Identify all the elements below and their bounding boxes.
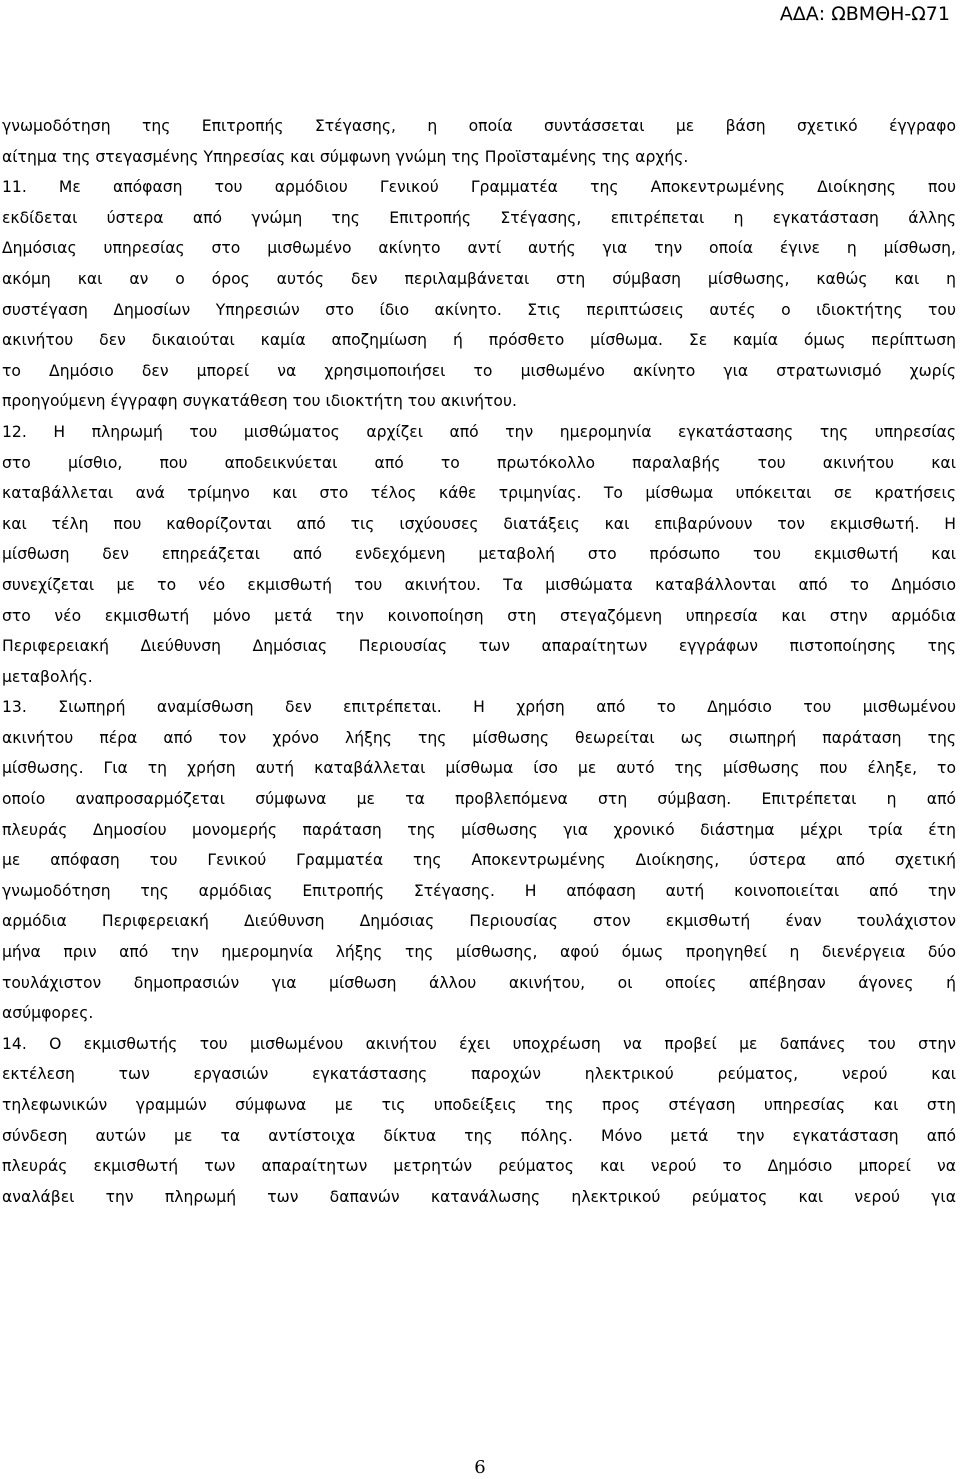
text-line: Δημόσιας υπηρεσίας στο μισθωμένο ακίνητο αντί αυτής για την οποία έγινε η μίσθωση, (2, 239, 956, 258)
text-line: 11. Με απόφαση του αρμόδιου Γενικού Γραμματέα της Αποκεντρωμένης Διοίκησης που (2, 178, 956, 197)
text-line: τουλάχιστον δημοπρασιών για μίσθωση άλλου ακινήτου, οι οποίες απέβησαν άγονες ή (2, 973, 956, 992)
text-line: σύνδεση αυτών με τα αντίστοιχα δίκτυα της πόλης. Μόνο μετά την εγκατάσταση από (2, 1126, 956, 1145)
text-line: 14. Ο εκμισθωτής του μισθωμένου ακινήτου έχει υποχρέωση να προβεί με δαπάνες του στην (2, 1034, 956, 1053)
text-line: πλευράς εκμισθωτή των απαραίτητων μετρητών ρεύματος και νερού το Δημόσιο μπορεί να (2, 1157, 956, 1176)
text-line: τηλεφωνικών γραμμών σύμφωνα με τις υποδείξεις της προς στέγαση υπηρεσίας και στη (2, 1096, 956, 1114)
text-line: με απόφαση του Γενικού Γραμματέα της Αποκεντρωμένης Διοίκησης, ύστερα από σχετική (2, 851, 956, 870)
ada-code-header: ΑΔΑ: ΩΒΜΘΗ-Ω71 (779, 3, 950, 25)
text-line: εκδίδεται ύστερα από γνώμη της Επιτροπής Στέγασης, επιτρέπεται η εγκατάσταση άλλης (2, 208, 956, 227)
text-line: συνεχίζεται με το νέο εκμισθωτή του ακινήτου. Τα μισθώματα καταβάλλονται από το Δημόσιο (2, 575, 956, 594)
document-body (2, 111, 956, 1212)
text-line: ακινήτου πέρα από τον χρόνο λήξης της μίσθωσης θεωρείται ως σιωπηρή παράταση της (2, 728, 956, 747)
text-line: μεταβολής. (2, 667, 93, 686)
page-number: 6 (474, 1457, 486, 1478)
text-line: Περιφερειακή Διεύθυνση Δημόσιας Περιουσίας των απαραίτητων εγγράφων πιστοποίησης της (2, 637, 956, 656)
text-line: καταβάλλεται ανά τρίμηνο και στο τέλος κάθε τριμηνίας. Το μίσθωμα υπόκειται σε κρατήσεις (2, 484, 956, 503)
text-line: ακινήτου δεν δικαιούται καμία αποζημίωση ή πρόσθετο μίσθωμα. Σε καμία όμως περίπτωση (2, 331, 956, 350)
text-line: ακόμη και αν ο όρος αυτός δεν περιλαμβάνεται στη σύμβαση μίσθωσης, καθώς και η (2, 269, 956, 288)
text-line: πλευράς Δημοσίου μονομερής παράταση της μίσθωσης για χρονικό διάστημα μέχρι τρία έτη (2, 820, 956, 839)
text-line: 13. Σιωπηρή αναμίσθωση δεν επιτρέπεται. Η χρήση από το Δημόσιο του μισθωμένου (2, 698, 956, 717)
text-line: μίσθωση δεν επηρεάζεται από ενδεχόμενη μεταβολή στο πρόσωπο του εκμισθωτή και (2, 545, 956, 564)
text-line: στο μίσθιο, που αποδεικνύεται από το πρωτόκολλο παραλαβής του ακινήτου και (2, 453, 956, 472)
text-line: γνωμοδότηση της Επιτροπής Στέγασης, η οποία συντάσσεται με βάση σχετικό έγγραφο (2, 117, 956, 135)
text-line: ασύμφορες. (2, 1004, 94, 1023)
text-line: οποίο αναπροσαρμόζεται σύμφωνα με τα προβλεπόμενα στη σύμβαση. Επιτρέπεται η από (2, 790, 956, 809)
text-line: το Δημόσιο δεν μπορεί να χρησιμοποιήσει το μισθωμένο ακίνητο για στρατωνισμό χωρίς (2, 361, 956, 380)
text-line: μήνα πριν από την ημερομηνία λήξης της μίσθωσης, αφού όμως προηγηθεί η διενέργεια δύο (2, 943, 956, 962)
text-line: αίτημα της στεγασμένης Υπηρεσίας και σύμφωνη γνώμη της Προϊσταμένης της αρχής. (2, 147, 689, 166)
text-line: μίσθωσης. Για τη χρήση αυτή καταβάλλεται μίσθωμα ίσο με αυτό της μίσθωσης που έληξε, το (2, 759, 956, 778)
text-line: συστέγαση Δημοσίων Υπηρεσιών στο ίδιο ακίνητο. Στις περιπτώσεις αυτές ο ιδιοκτήτης του (2, 300, 956, 319)
text-line: προηγούμενη έγγραφη συγκατάθεση του ιδιοκτήτη του ακινήτου. (2, 392, 517, 411)
text-line: εκτέλεση των εργασιών εγκατάστασης παροχών ηλεκτρικού ρεύματος, νερού και (2, 1065, 956, 1084)
text-line: αρμόδια Περιφερειακή Διεύθυνση Δημόσιας Περιουσίας στον εκμισθωτή έναν τουλάχιστον (2, 912, 956, 931)
text-line: αναλάβει την πληρωμή των δαπανών κατανάλωσης ηλεκτρικού ρεύματος και νερού για (2, 1187, 956, 1206)
text-line: γνωμοδότηση της αρμόδιας Επιτροπής Στέγασης. Η απόφαση αυτή κοινοποιείται από την (2, 881, 956, 900)
text-line: 12. Η πληρωμή του μισθώματος αρχίζει από την ημερομηνία εγκατάστασης της υπηρεσίας (2, 422, 956, 441)
text-line: στο νέο εκμισθωτή μόνο μετά την κοινοποίηση στη στεγαζόμενη υπηρεσία και στην αρμόδια (2, 606, 956, 625)
text-line: και τέλη που καθορίζονται από τις ισχύουσες διατάξεις και επιβαρύνουν τον εκμισθωτή. Η (2, 514, 956, 533)
